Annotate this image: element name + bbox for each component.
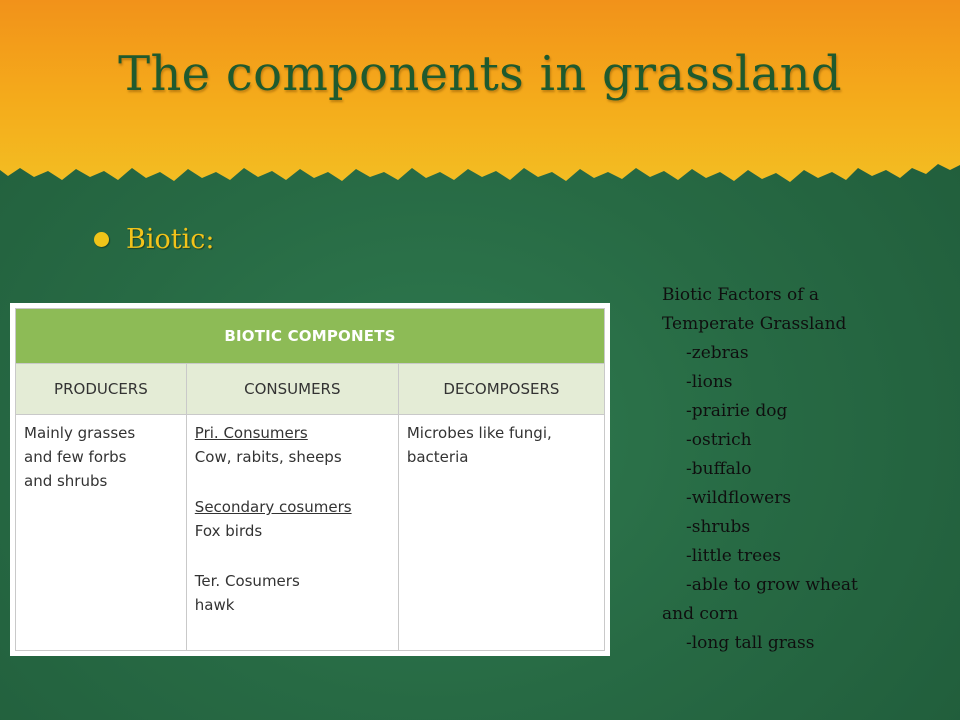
column-header-consumers: CONSUMERS <box>186 364 398 415</box>
list-item: -shrubs <box>686 517 751 537</box>
list-item: -buffalo <box>686 459 752 479</box>
secondary-consumers-list: Fox birds <box>194 522 263 540</box>
slide-title: The components in grassland <box>118 46 842 102</box>
producers-line: Mainly grasses <box>24 424 136 442</box>
factors-heading: Biotic Factors of a <box>662 285 820 305</box>
list-item: -wildflowers <box>686 488 792 508</box>
biotic-bullet <box>94 224 214 255</box>
bullet-label: Biotic: <box>126 224 215 255</box>
decomposers-line: bacteria <box>406 448 469 466</box>
tertiary-consumers-heading: Ter. Cosumers <box>194 572 300 590</box>
list-item: -long tall grass <box>686 633 815 653</box>
producers-line: and few forbs <box>24 448 127 466</box>
biotic-components-table-image <box>10 303 610 656</box>
table-title-row <box>16 309 605 364</box>
list-item: -little trees <box>686 546 781 566</box>
decomposers-line: Microbes like fungi, <box>406 424 552 442</box>
bullet-dot-icon <box>94 232 109 247</box>
producers-line: and shrubs <box>24 472 108 490</box>
table-row <box>16 415 605 651</box>
secondary-consumers-heading: Secondary cosumers <box>194 498 352 516</box>
list-item-continuation: and corn <box>662 604 739 624</box>
primary-consumers-list: Cow, rabits, sheeps <box>194 448 342 466</box>
list-item: -prairie dog <box>686 401 788 421</box>
tertiary-consumers-list: hawk <box>194 596 235 614</box>
primary-consumers-heading: Pri. Consumers <box>194 424 308 442</box>
decomposers-cell <box>398 415 604 651</box>
producers-cell <box>16 415 187 651</box>
table-title: BIOTIC COMPONETS <box>16 309 605 364</box>
consumers-cell <box>186 415 398 651</box>
column-header-decomposers: DECOMPOSERS <box>398 364 604 415</box>
column-header-producers: PRODUCERS <box>16 364 187 415</box>
biotic-components-table <box>15 308 605 651</box>
list-item: -zebras <box>686 343 749 363</box>
factors-heading: Temperate Grassland <box>662 314 847 334</box>
table-header-row <box>16 364 605 415</box>
list-item: -able to grow wheat <box>686 575 858 595</box>
list-item: -lions <box>686 372 733 392</box>
biotic-factors-list <box>662 281 952 658</box>
list-item: -ostrich <box>686 430 752 450</box>
